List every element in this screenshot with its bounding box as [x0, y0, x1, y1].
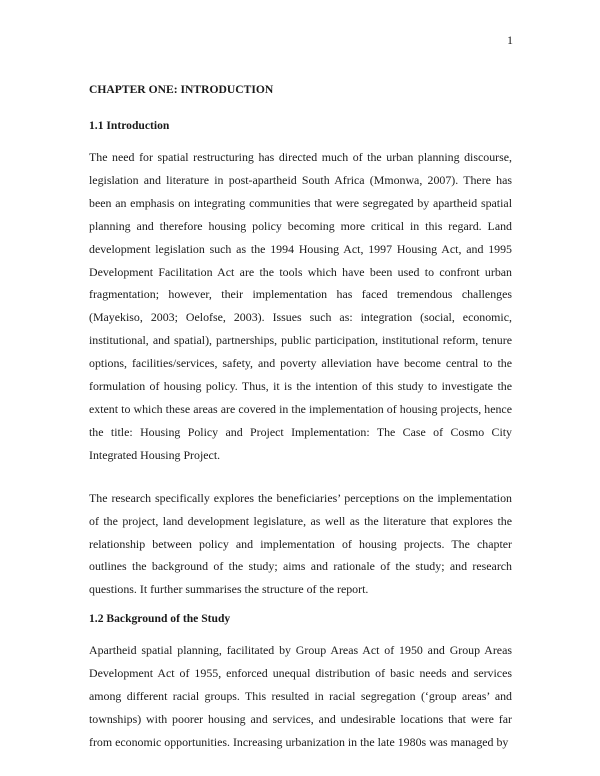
document-body: [89, 82, 512, 766]
introduction-paragraph-1: The need for spatial restructuring has directed much of the urban planning discourse, legislation and literature in post-apartheid South Africa (Mmonwa, 2007). There has been an emphasis on integrating communities that were segregated by apartheid spatial planning and therefore housing policy becoming more critical in this regard. Land development legislation such as the 1994 Housing Act, 1997 Housing Act, and 1995 Development Facilitation Act are the tools which have been used to confront urban fragmentation; however, their implementation has faced tremendous challenges (Mayekiso, 2003; Oelofse, 2003). Issues such as: integration (social, economic, institutional, and spatial), partnerships, public participation, institutional reform, tenure options, facilities/services, safety, and poverty alleviation have become central to the formulation of housing policy. Thus, it is the intention of this study to investigate the extent to which these areas are covered in the implementation of housing projects, hence the title: Housing Policy and Project Implementation: The Case of Cosmo City Integrated Housing Project.: [89, 150, 512, 462]
chapter-title: CHAPTER ONE: INTRODUCTION: [89, 83, 274, 96]
section-heading-introduction: 1.1 Introduction: [89, 119, 170, 132]
introduction-paragraph-2: The research specifically explores the beneficiaries’ perceptions on the implementation of the project, land development legislature, as well as the literature that explores the relationship between policy and implementation of housing projects. The chapter outlines the background of the study; aims and rationale of the study; and research questions. It further summarises the structure of the report.: [89, 490, 512, 597]
page-number: 1: [507, 33, 513, 47]
section-heading-background: 1.2 Background of the Study: [89, 612, 231, 626]
background-paragraph-1: Apartheid spatial planning, facilitated by Group Areas Act of 1950 and Group Areas Development Act of 1955, enforced unequal distribution of basic needs and services among different racial groups. This resulted in racial segregation (‘group areas’ and townships) with poorer housing and services, and undesirable locations that were far from economic opportunities. Increasing urbanization in the late 1980s was managed by: [89, 643, 512, 749]
